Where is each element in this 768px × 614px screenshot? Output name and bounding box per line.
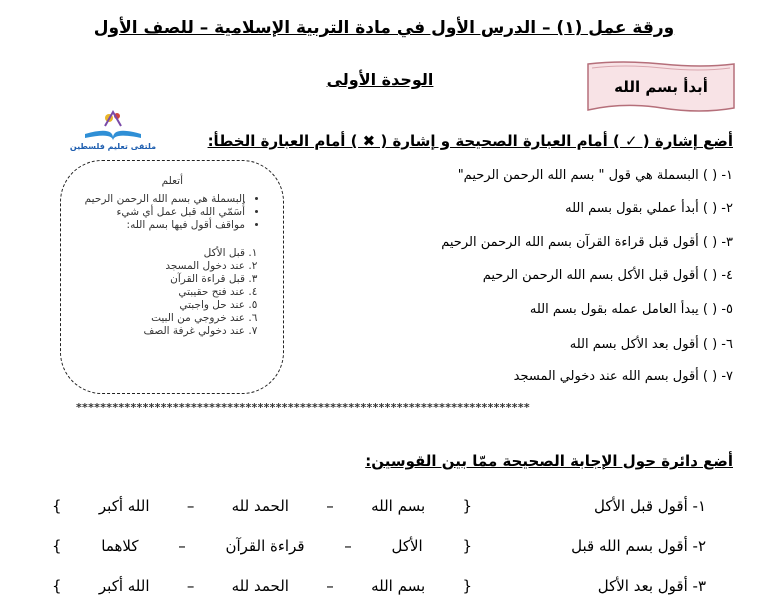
learn-numbered-item: 2. عند دخول المسجد: [143, 260, 245, 273]
banner-text: أبدأ بسم الله: [614, 78, 708, 96]
learn-bullet: • مواقف أقول فيها بسم الله:: [85, 219, 245, 232]
mcq-options-3: [52, 577, 472, 595]
dash: –: [344, 537, 352, 555]
learn-bullet: • البسملة هي بسم الله الرحمن الرحيم: [85, 193, 245, 206]
section1-instruction: أضع إشارة ( ✓ ) أمام العبارة الصحيحة و إشارة ( ✖ ) أمام العبارة الخطأ:: [207, 132, 733, 150]
mcq-question-1: ١- أقول قبل الأكل: [593, 497, 706, 515]
statement-5: ٥- ( ) يبدأ العامل عمله بقول بسم الله: [529, 302, 733, 317]
book-logo-icon: [65, 108, 161, 142]
mcq-question-3: ٣- أقول بعد الأكل: [597, 577, 706, 595]
banner: [582, 58, 740, 116]
learn-numbered-item: 4. عند فتح حقيبتي: [143, 286, 245, 299]
mcq-option[interactable]: قراءة القرآن: [225, 537, 305, 555]
brace: }: [52, 577, 62, 595]
brace: {: [462, 537, 472, 555]
statement-2: ٢- ( ) أبدأ عملي بقول بسم الله: [565, 201, 733, 216]
dash: –: [326, 497, 334, 515]
mcq-option[interactable]: الحمد لله: [231, 577, 289, 595]
statement-3: ٣- ( ) أقول قبل قراءة القرآن بسم الله الرحمن الرحيم: [441, 235, 733, 250]
statement-7: ٧- ( ) أقول بسم الله عند دخولي المسجد: [513, 369, 733, 384]
mcq-option[interactable]: كلاهما: [101, 537, 139, 555]
learn-box-heading: أتعلم: [161, 175, 183, 187]
brace: }: [52, 497, 62, 515]
page-title: ورقة عمل (١) – الدرس الأول في مادة التربية الإسلامية – للصف الأول: [93, 18, 675, 38]
learn-bullet: • أُسَمّي الله قبل عمل أي شيء: [85, 206, 245, 219]
brace: }: [52, 537, 62, 555]
statement-6: ٦- ( ) أقول بعد الأكل بسم الله: [569, 337, 733, 352]
logo-text: ملتقى تعليم فلسطين: [69, 142, 157, 151]
dash: –: [186, 497, 195, 515]
mcq-option[interactable]: بسم الله: [371, 577, 426, 595]
star-divider: ***************************************************************************: [76, 401, 530, 414]
mcq-options-2: [52, 537, 472, 555]
mcq-option[interactable]: الحمد لله: [231, 497, 289, 515]
learn-numbered-item: 7. عند دخولي غرفة الصف: [143, 325, 245, 338]
brace: {: [462, 577, 472, 595]
learn-bullets: [85, 193, 259, 232]
learn-numbered-item: 5. عند حل واجبتي: [143, 299, 245, 312]
mcq-question-2: ٢- أقول بسم الله قبل: [571, 537, 706, 555]
learn-numbered-list: [143, 247, 259, 338]
mcq-option[interactable]: الأكل: [391, 537, 423, 555]
learn-numbered-item: 3. قبل قراءة القرآن: [143, 273, 245, 286]
section2-instruction: أضع دائرة حول الإجابة الصحيحة ممّا بين القوسين:: [365, 452, 733, 470]
brace: {: [462, 497, 472, 515]
mcq-options-1: [52, 497, 472, 515]
mcq-option[interactable]: بسم الله: [371, 497, 426, 515]
learn-box: [60, 160, 284, 394]
unit-title: الوحدة الأولى: [326, 70, 434, 89]
dash: –: [178, 537, 186, 555]
learn-numbered-item: 1. قبل الأكل: [143, 247, 245, 260]
statement-1: ١- ( ) البسملة هي قول " بسم الله الرحمن الرحيم": [457, 168, 733, 183]
mcq-option[interactable]: الله أكبر: [98, 577, 150, 595]
learn-numbered-item: 6. عند خروجي من البيت: [143, 312, 245, 325]
dash: –: [186, 577, 195, 595]
dash: –: [326, 577, 334, 595]
mcq-option[interactable]: الله أكبر: [98, 497, 150, 515]
statement-4: ٤- ( ) أقول قبل الأكل بسم الله الرحمن الرحيم: [482, 268, 733, 283]
logo: [65, 108, 161, 154]
